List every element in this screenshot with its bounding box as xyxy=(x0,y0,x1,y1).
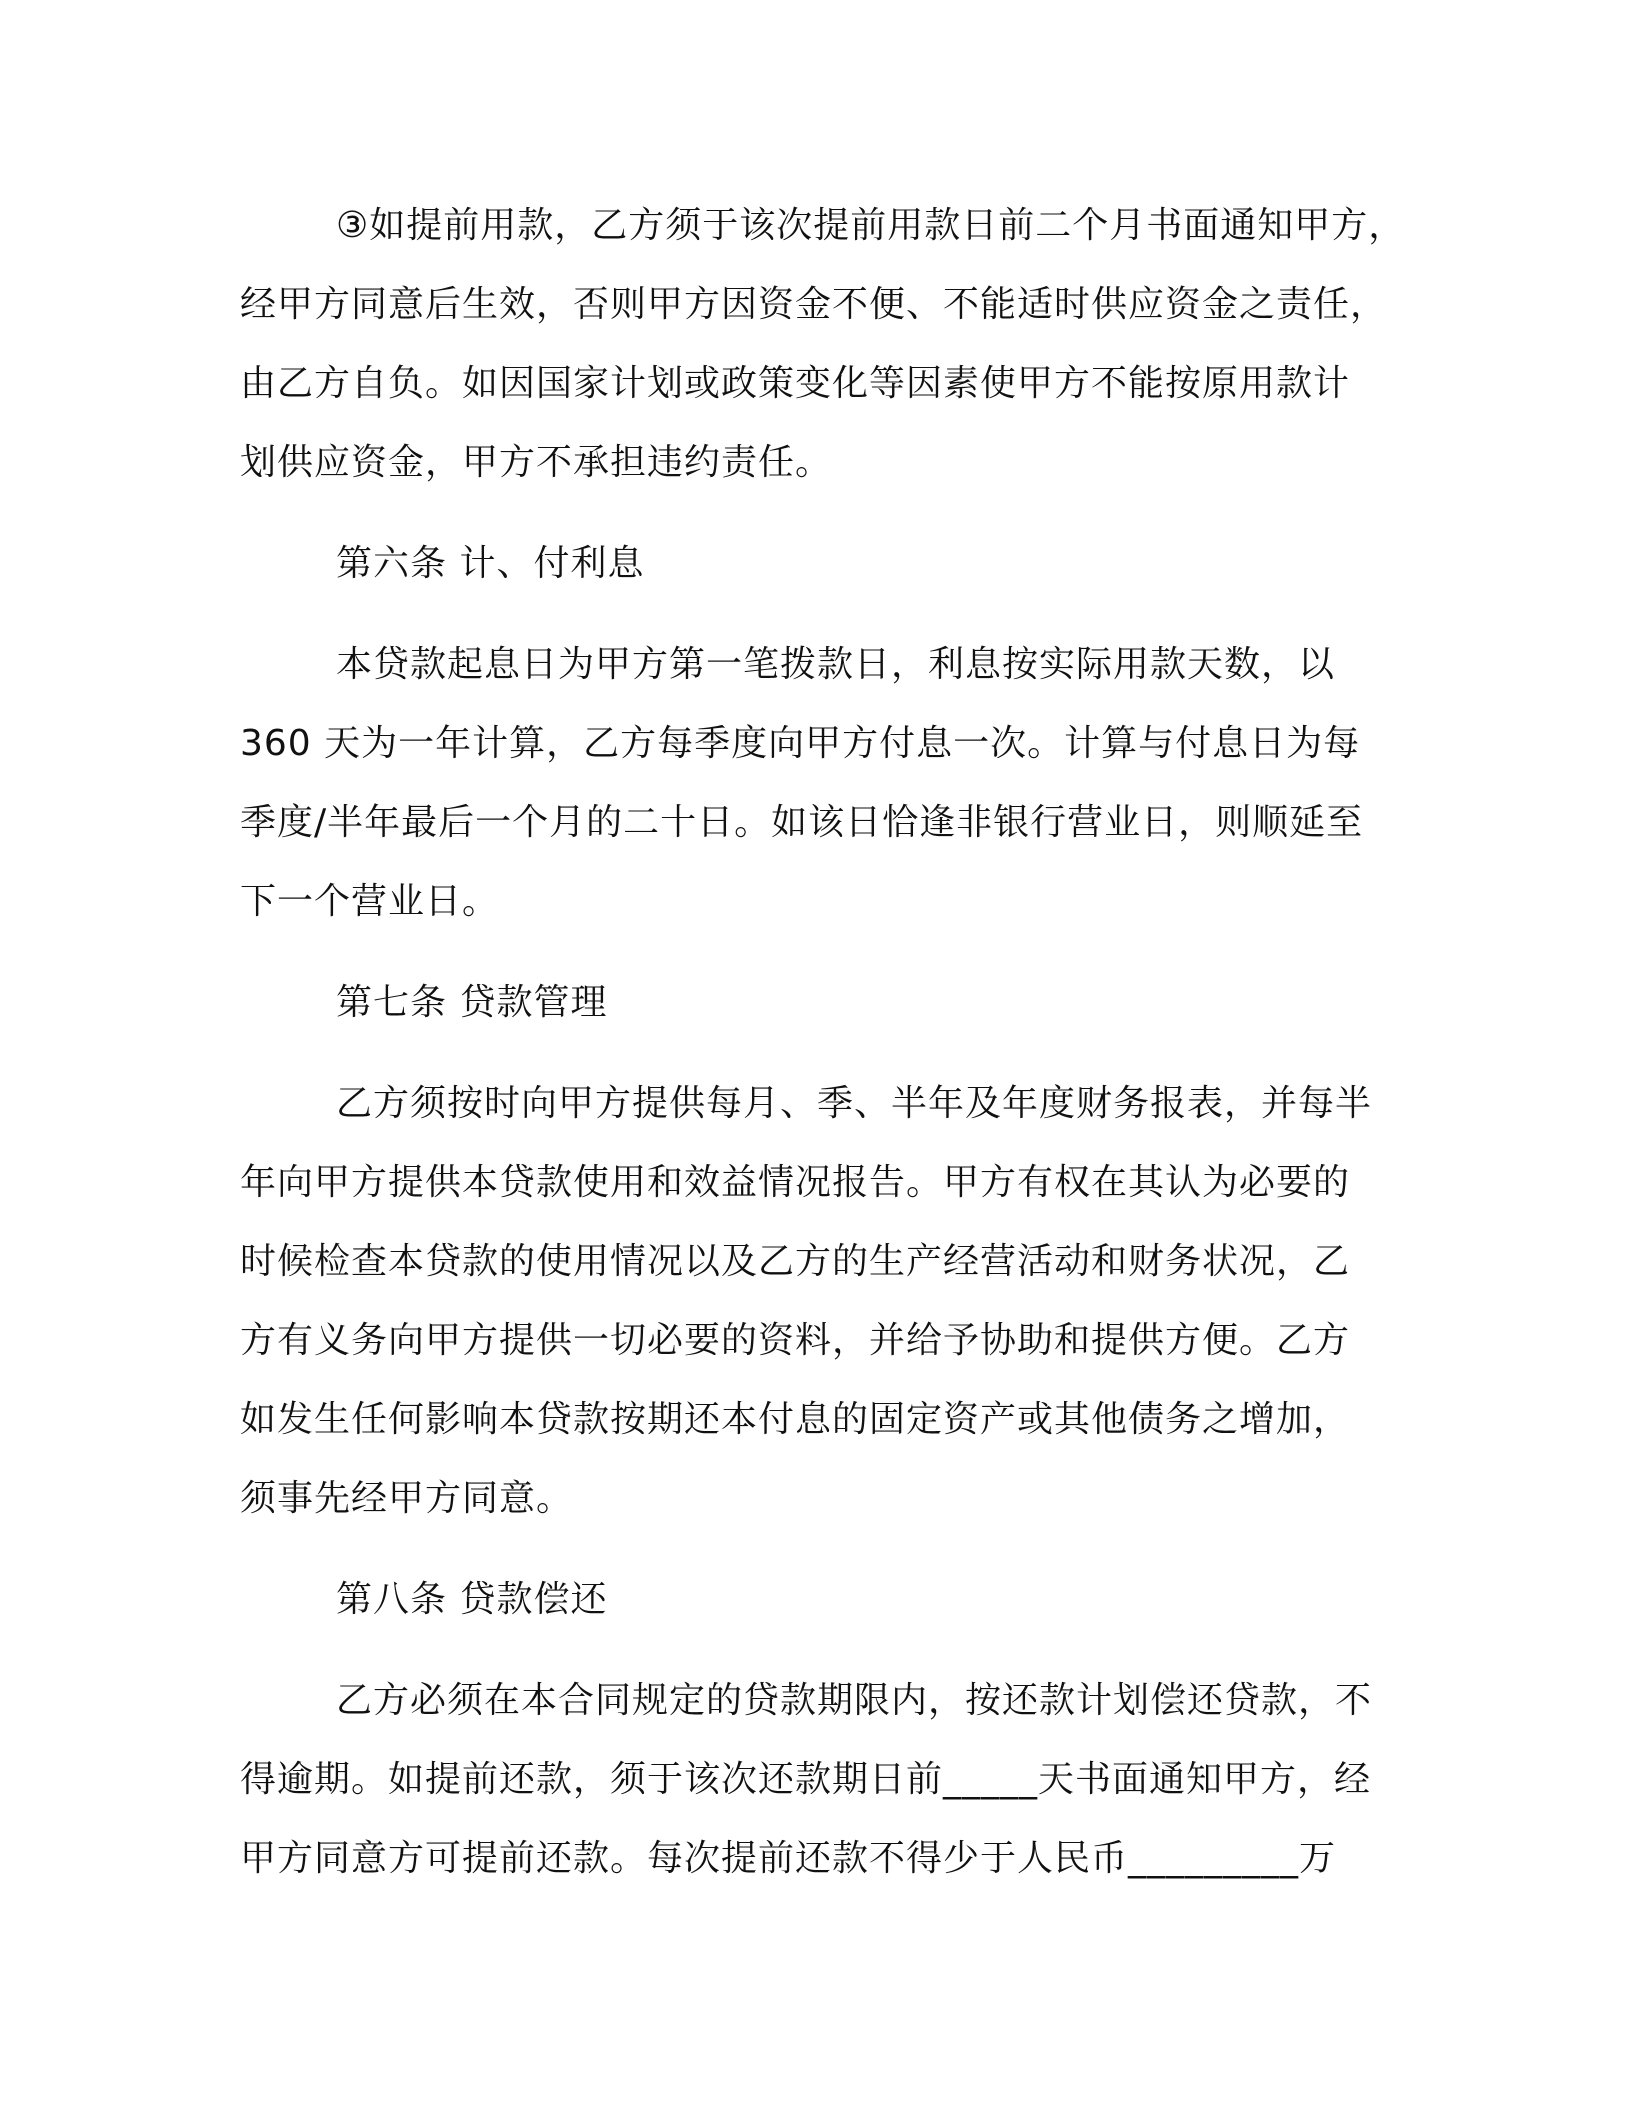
document-body xyxy=(240,186,1410,1898)
paragraph-loan-management xyxy=(240,1064,1410,1538)
heading-article-7: 第七条 贷款管理 xyxy=(336,982,608,1023)
text-line: 划供应资金，甲方不承担违约责任。 xyxy=(240,442,833,483)
text-line: 年向甲方提供本贷款使用和效益情况报告。甲方有权在其认为必要的 xyxy=(240,1162,1351,1203)
text-line: 下一个营业日。 xyxy=(240,881,500,922)
text-line: 须事先经甲方同意。 xyxy=(240,1478,574,1519)
text-line: ③如提前用款，乙方须于该次提前用款日前二个月书面通知甲方， xyxy=(336,205,1406,246)
text-line: 本贷款起息日为甲方第一笔拨款日，利息按实际用款天数，以 xyxy=(336,644,1336,685)
text-line: 360 天为一年计算，乙方每季度向甲方付息一次。计算与付息日为每 xyxy=(240,723,1361,764)
heading-article-6: 第六条 计、付利息 xyxy=(336,543,645,584)
text-line: 经甲方同意后生效，否则甲方因资金不便、不能适时供应资金之责任， xyxy=(240,284,1388,325)
paragraph-interest xyxy=(240,625,1410,941)
text-line: 甲方同意方可提前还款。每次提前还款不得少于人民币_________万 xyxy=(240,1838,1337,1879)
text-line: 方有义务向甲方提供一切必要的资料，并给予协助和提供方便。乙方 xyxy=(240,1320,1351,1361)
text-line: 如发生任何影响本贷款按期还本付息的固定资产或其他债务之增加， xyxy=(240,1399,1351,1440)
text-line: 季度/半年最后一个月的二十日。如该日恰逢非银行营业日，则顺延至 xyxy=(240,802,1364,843)
heading-article-8: 第八条 贷款偿还 xyxy=(336,1579,608,1620)
paragraph-advance-draw xyxy=(240,186,1410,502)
text-line: 乙方必须在本合同规定的贷款期限内，按还款计划偿还贷款，不 xyxy=(336,1680,1373,1721)
paragraph-repayment xyxy=(240,1661,1410,1898)
text-line: 时候检查本贷款的使用情况以及乙方的生产经营活动和财务状况，乙 xyxy=(240,1241,1351,1282)
text-line: 得逾期。如提前还款，须于该次还款期日前_____天书面通知甲方，经 xyxy=(240,1759,1372,1800)
text-line: 乙方须按时向甲方提供每月、季、半年及年度财务报表，并每半 xyxy=(336,1083,1373,1124)
text-line: 由乙方自负。如因国家计划或政策变化等因素使甲方不能按原用款计 xyxy=(240,363,1351,404)
